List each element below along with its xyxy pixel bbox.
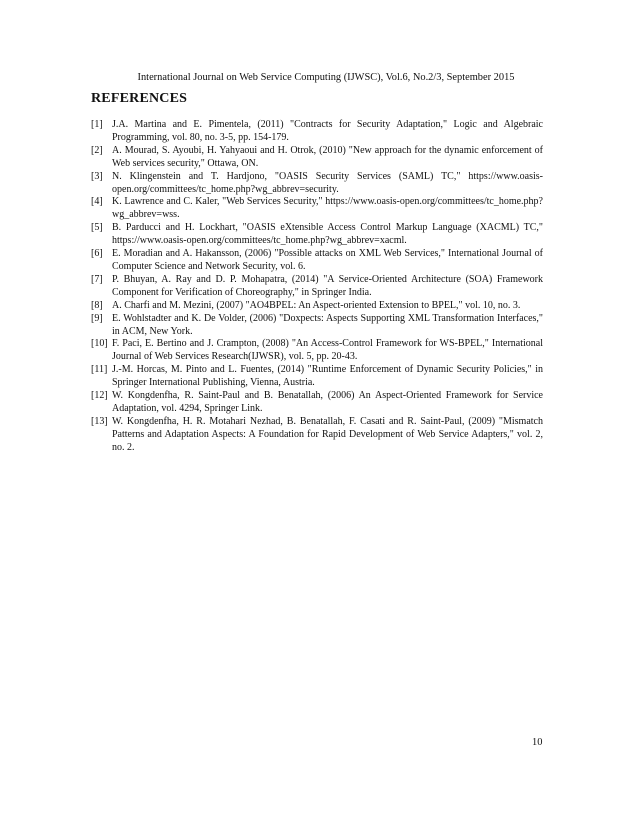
reference-number: [13] <box>91 415 108 427</box>
reference-number: [6] <box>91 248 103 260</box>
reference-number: [8] <box>91 299 103 311</box>
reference-item-10 <box>91 338 543 364</box>
reference-number: [7] <box>91 273 103 285</box>
reference-text: A. Charfi and M. Mezini, (2007) "AO4BPEL: An Aspect-oriented Extension to BPEL," vol. 10, no. 3. <box>112 299 521 311</box>
reference-item-4 <box>91 196 543 222</box>
reference-list <box>91 119 543 455</box>
reference-item-7 <box>91 274 543 300</box>
reference-item-5 <box>91 222 543 248</box>
reference-number: [9] <box>91 312 103 324</box>
reference-text: B. Parducci and H. Lockhart, "OASIS eXtensible Access Control Markup Language (XACML) TC," https://www.oasis-open.org/committees/tc_home.php?wg_abbrev=xacml. <box>112 222 543 247</box>
reference-number: [3] <box>91 170 103 182</box>
reference-item-2 <box>91 145 543 171</box>
reference-text: N. Klingenstein and T. Hardjono, "OASIS Security Services (SAML) TC," https://www.oasis-open.org/committees/tc_home.php?wg_abbrev=security. <box>112 170 543 195</box>
reference-number: [11] <box>91 364 108 376</box>
reference-item-12 <box>91 390 543 416</box>
reference-text: P. Bhuyan, A. Ray and D. P. Mohapatra, (2014) "A Service-Oriented Architecture (SOA) Framework Component for Verification of Choreography," in Springer India. <box>112 273 543 298</box>
reference-item-13 <box>91 416 543 455</box>
reference-text: W. Kongdenfha, R. Saint-Paul and B. Benatallah, (2006) An Aspect-Oriented Framework for Service Adaptation, vol. 4294, Springer Link. <box>112 390 543 414</box>
reference-number: [12] <box>91 390 108 402</box>
reference-number: [10] <box>91 338 108 350</box>
reference-text: J.A. Martina and E. Pimentela, (2011) "Contracts for Security Adaptation," Logic and Algebraic Programming, vol. 80, no. 3-5, pp. 154-179. <box>112 119 543 143</box>
reference-text: J.-M. Horcas, M. Pinto and L. Fuentes, (2014) "Runtime Enforcement of Dynamic Security Policies," in Springer International Publishing, Vienna, Austria. <box>112 364 543 389</box>
reference-number: [4] <box>91 196 103 208</box>
reference-text: F. Paci, E. Bertino and J. Crampton, (2008) "An Access-Control Framework for WS-BPEL," International Journal of Web Services Research(IJWSR), vol. 5, pp. 20-43. <box>112 338 543 363</box>
reference-number: [2] <box>91 144 103 156</box>
section-title-references: REFERENCES <box>91 91 188 106</box>
reference-text: E. Wohlstadter and K. De Volder, (2006) "Doxpects: Aspects Supporting XML Transformation Interfaces," in ACM, New York. <box>112 312 543 337</box>
reference-number: [1] <box>91 119 103 130</box>
reference-item-8 <box>91 300 543 313</box>
reference-item-9 <box>91 313 543 339</box>
reference-item-1 <box>91 119 543 145</box>
reference-item-6 <box>91 248 543 274</box>
journal-header: International Journal on Web Service Computing (IJWSC), Vol.6, No.2/3, September 2015 <box>137 72 515 83</box>
reference-item-3 <box>91 171 543 197</box>
page-number: 10 <box>532 737 543 748</box>
reference-number: [5] <box>91 222 103 234</box>
reference-text: E. Moradian and A. Hakansson, (2006) "Possible attacks on XML Web Services," International Journal of Computer Science and Network Security, vol. 6. <box>112 248 543 272</box>
reference-text: A. Mourad, S. Ayoubi, H. Yahyaoui and H. Otrok, (2010) "New approach for the dynamic enforcement of Web services security," Ottawa, ON. <box>112 144 543 169</box>
reference-item-11 <box>91 364 543 390</box>
reference-text: K. Lawrence and C. Kaler, "Web Services Security," https://www.oasis-open.org/committees/tc_home.php?wg_abbrev=wss. <box>112 196 543 221</box>
reference-text: W. Kongdenfha, H. R. Motahari Nezhad, B. Benatallah, F. Casati and R. Saint-Paul, (2009) "Mismatch Patterns and Adaptation Aspects: A Foundation for Rapid Development of Web Service Adapters," vol. 2, no. 2. <box>112 415 543 453</box>
